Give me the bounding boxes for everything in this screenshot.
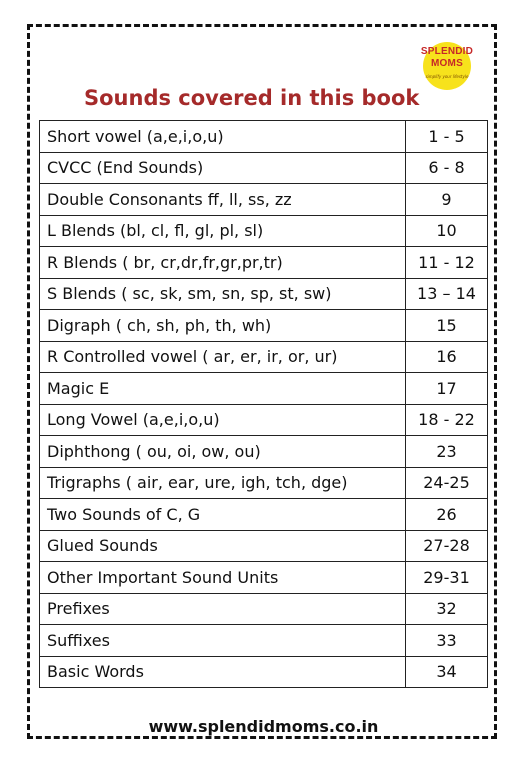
topic-cell: Long Vowel (a,e,i,o,u) (40, 404, 406, 436)
table-row (40, 152, 488, 184)
pages-cell: 24-25 (406, 467, 488, 499)
topic-cell: R Blends ( br, cr,dr,fr,gr,pr,tr) (40, 247, 406, 279)
table-row (40, 562, 488, 594)
website-url[interactable]: www.splendidmoms.co.in (148, 717, 379, 736)
splendid-moms-logo (415, 40, 479, 92)
table-row (40, 373, 488, 405)
topic-cell: Basic Words (40, 656, 406, 688)
topic-cell: S Blends ( sc, sk, sm, sn, sp, st, sw) (40, 278, 406, 310)
pages-cell: 1 - 5 (406, 121, 488, 153)
logo-line-2: MOMS (431, 58, 463, 69)
pages-cell: 6 - 8 (406, 152, 488, 184)
table-row (40, 121, 488, 153)
topic-cell: R Controlled vowel ( ar, er, ir, or, ur) (40, 341, 406, 373)
pages-cell: 16 (406, 341, 488, 373)
pages-cell: 18 - 22 (406, 404, 488, 436)
topic-cell: Magic E (40, 373, 406, 405)
topic-cell: Glued Sounds (40, 530, 406, 562)
table-row (40, 341, 488, 373)
table-row (40, 184, 488, 216)
topic-cell: Short vowel (a,e,i,o,u) (40, 121, 406, 153)
table-row (40, 467, 488, 499)
pages-cell: 15 (406, 310, 488, 342)
table-row (40, 530, 488, 562)
table-row (40, 278, 488, 310)
pages-cell: 34 (406, 656, 488, 688)
topic-cell: Other Important Sound Units (40, 562, 406, 594)
sounds-table (39, 120, 488, 688)
topic-cell: L Blends (bl, cl, fl, gl, pl, sl) (40, 215, 406, 247)
table-row (40, 215, 488, 247)
pages-cell: 26 (406, 499, 488, 531)
pages-cell: 9 (406, 184, 488, 216)
table-row (40, 247, 488, 279)
table-row (40, 499, 488, 531)
table-row (40, 625, 488, 657)
table-row (40, 310, 488, 342)
topic-cell: CVCC (End Sounds) (40, 152, 406, 184)
table-row (40, 404, 488, 436)
logo-tagline: simplify your lifestyle (425, 74, 469, 79)
topic-cell: Diphthong ( ou, oi, ow, ou) (40, 436, 406, 468)
pages-cell: 23 (406, 436, 488, 468)
pages-cell: 29-31 (406, 562, 488, 594)
pages-cell: 32 (406, 593, 488, 625)
page-title: Sounds covered in this book (84, 86, 420, 110)
topic-cell: Digraph ( ch, sh, ph, th, wh) (40, 310, 406, 342)
table-row (40, 436, 488, 468)
topic-cell: Double Consonants ff, ll, ss, zz (40, 184, 406, 216)
pages-cell: 33 (406, 625, 488, 657)
logo-line-1: SPLENDID (420, 46, 474, 57)
topic-cell: Suffixes (40, 625, 406, 657)
pages-cell: 13 – 14 (406, 278, 488, 310)
pages-cell: 27-28 (406, 530, 488, 562)
pages-cell: 10 (406, 215, 488, 247)
pages-cell: 17 (406, 373, 488, 405)
table-row (40, 593, 488, 625)
topic-cell: Prefixes (40, 593, 406, 625)
topic-cell: Two Sounds of C, G (40, 499, 406, 531)
pages-cell: 11 - 12 (406, 247, 488, 279)
table-row (40, 656, 488, 688)
topic-cell: Trigraphs ( air, ear, ure, igh, tch, dge) (40, 467, 406, 499)
